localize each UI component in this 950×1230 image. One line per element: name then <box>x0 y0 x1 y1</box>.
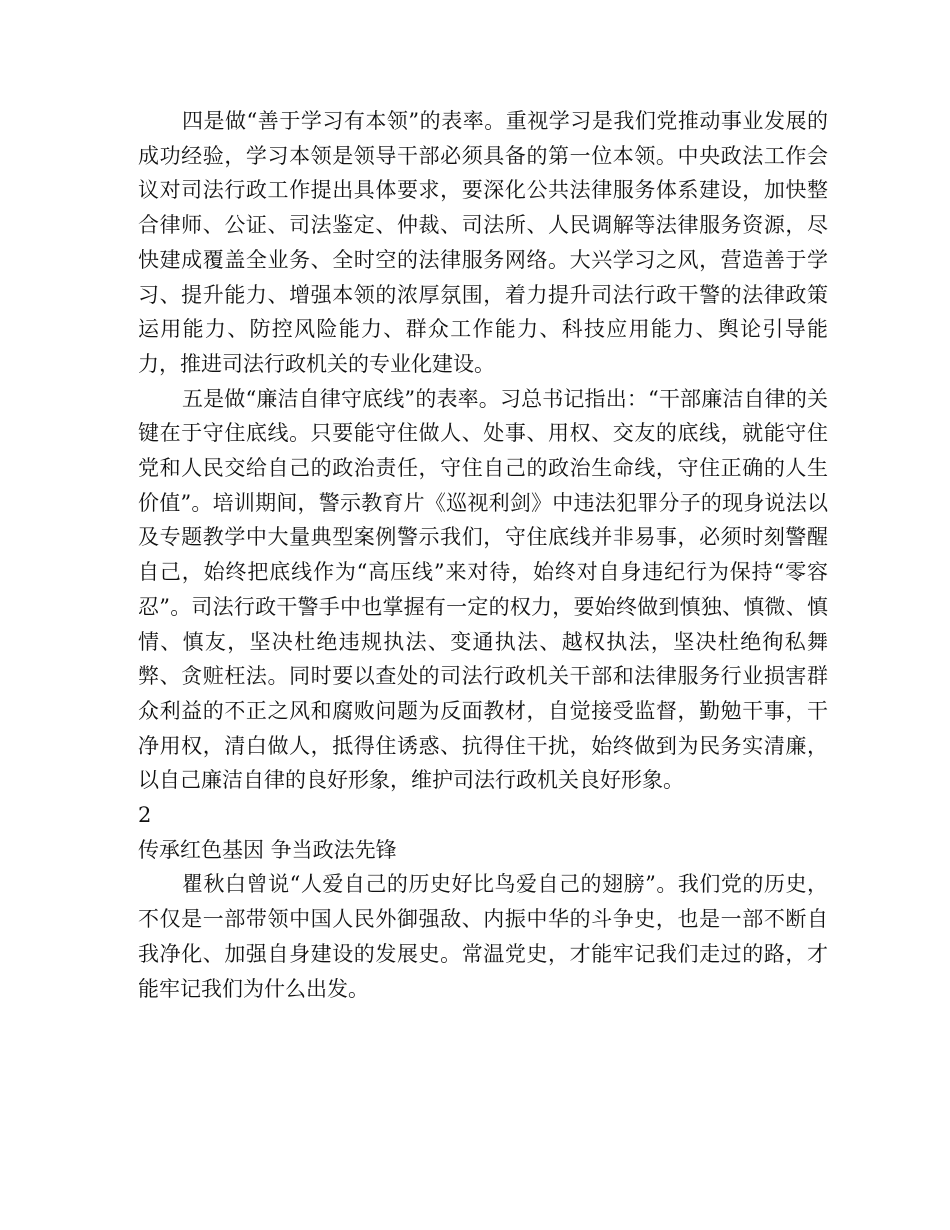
section-title: 传承红色基因 争当政法先锋 <box>138 837 397 862</box>
paragraph-party-history: 瞿秋白曾说“人爱自己的历史好比鸟爱自己的翅膀”。我们党的历史，不仅是一部带领中国人民外御强敌、内振中华的斗争史，也是一部不断自我净化、加强自身建设的发展史。常温党史，才能牢记我们走过的路，才能牢记我们为什么出发。 <box>138 872 828 1001</box>
document-body <box>138 104 828 1006</box>
paragraph-learning: 四是做“善于学习有本领”的表率。重视学习是我们党推动事业发展的成功经验，学习本领是领导干部必须具备的第一位本领。中央政法工作会议对司法行政工作提出具体要求，要深化公共法律服务体系建设，加快整合律师、公证、司法鉴定、仲裁、司法所、人民调解等法律服务资源，尽快建成覆盖全业务、全时空的法律服务网络。大兴学习之风，营造善于学习、提升能力、增强本领的浓厚氛围，着力提升司法行政干警的法律政策运用能力、防控风险能力、群众工作能力、科技应用能力、舆论引导能力，推进司法行政机关的专业化建设。 <box>138 109 828 376</box>
section-number: 2 <box>138 803 152 828</box>
paragraph-integrity: 五是做“廉洁自律守底线”的表率。习总书记指出：“干部廉洁自律的关键在于守住底线。只要能守住做人、处事、用权、交友的底线，就能守住党和人民交给自己的政治责任，守住自己的政治生命线，守住正确的人生价值”。培训期间，警示教育片《巡视利剑》中违法犯罪分子的现身说法以及专题教学中大量典型案例警示我们，守住底线并非易事，必须时刻警醒自己，始终把底线作为“高压线”来对待，始终对自身违纪行为保持“零容忍”。司法行政干警手中也掌握有一定的权力，要始终做到慎独、慎微、慎情、慎友，坚决杜绝违规执法、变通执法、越权执法，坚决杜绝徇私舞弊、贪赃枉法。同时要以查处的司法行政机关干部和法律服务行业损害群众利益的不正之风和腐败问题为反面教材，自觉接受监督，勤勉干事，干净用权，清白做人，抵得住诱惑、抗得住干扰，始终做到为民务实清廉，以自己廉洁自律的良好形象，维护司法行政机关良好形象。 <box>138 386 828 793</box>
